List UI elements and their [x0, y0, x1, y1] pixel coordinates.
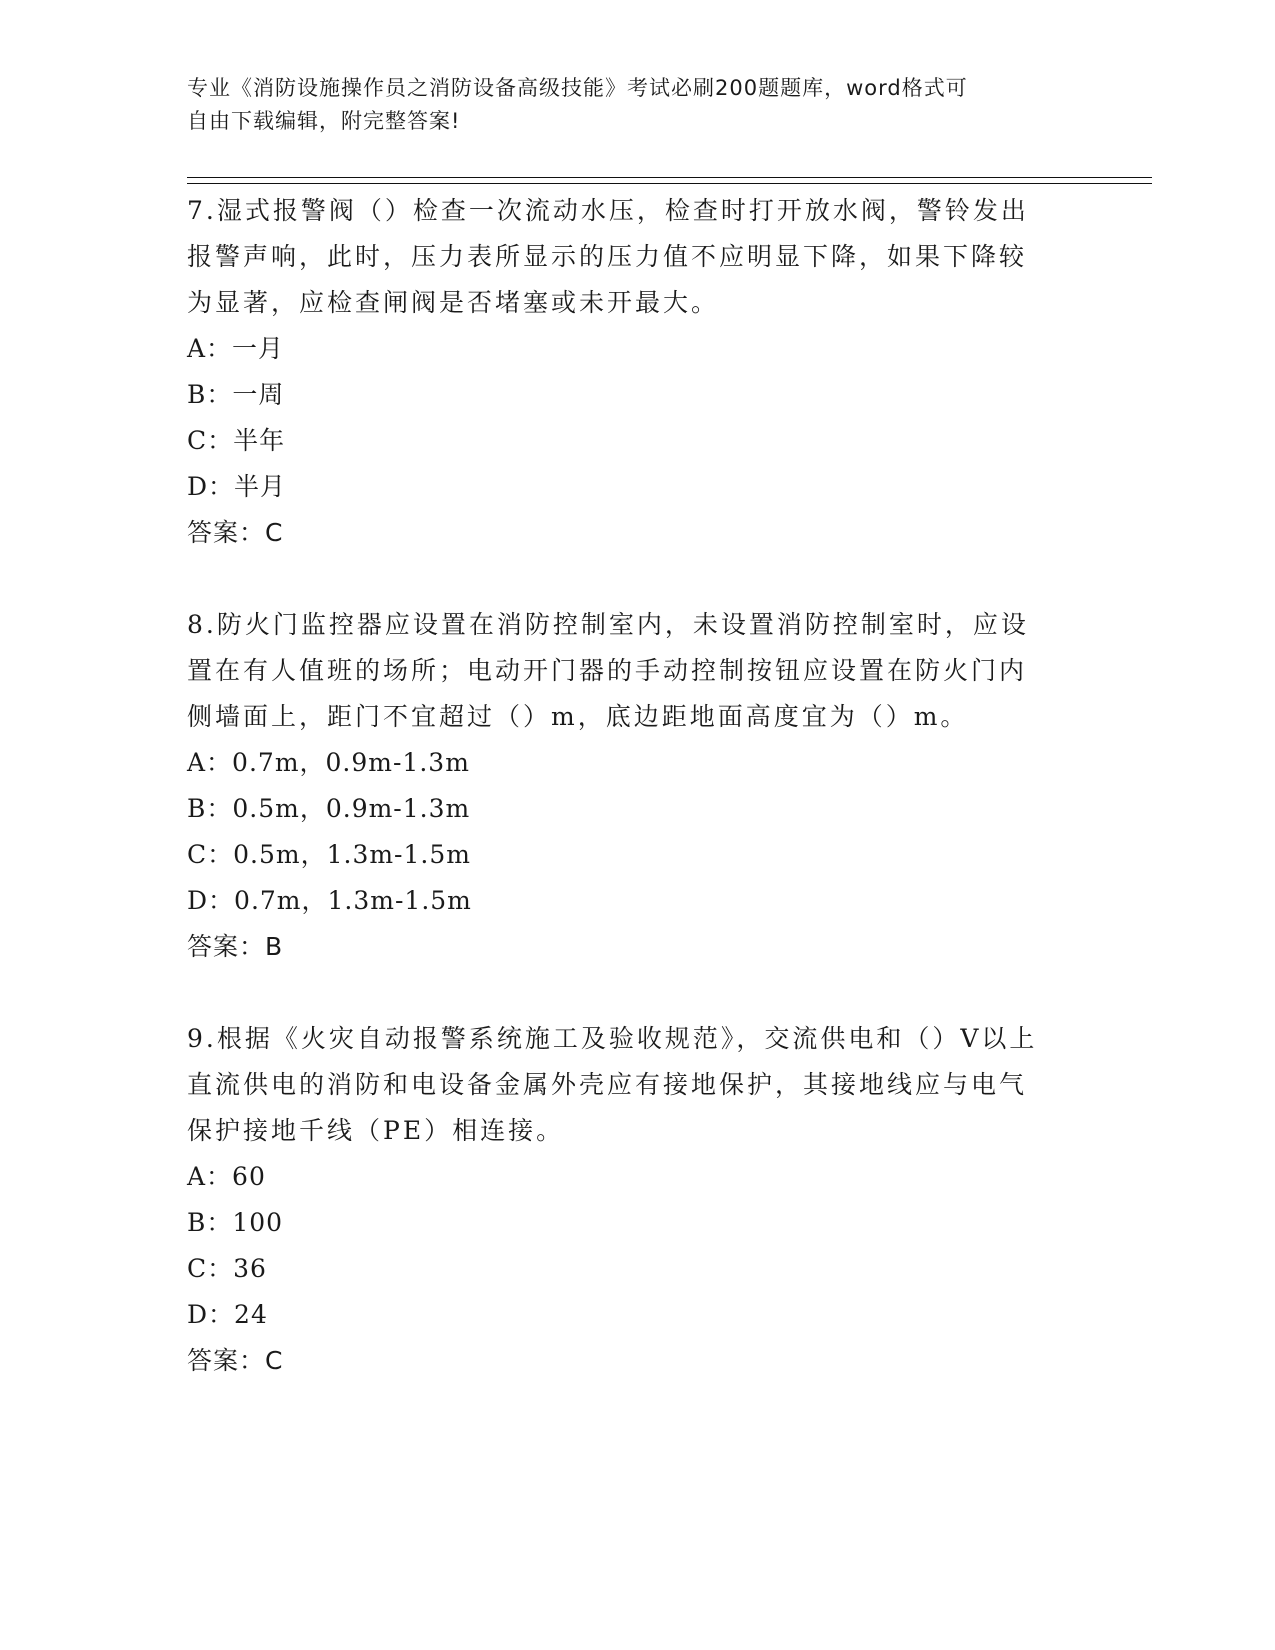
question-stem-line: 侧墙面上，距门不宜超过（）m，底边距地面高度宜为（）m。: [187, 702, 969, 731]
option-a: A：一月: [187, 334, 285, 363]
answer-line: 答案：C: [187, 1346, 284, 1375]
question-stem-line: 报警声响，此时，压力表所显示的压力值不应明显下降，如果下降较: [187, 242, 1028, 271]
question-stem-line: 保护接地千线（PE）相连接。: [187, 1116, 565, 1145]
question-stem-line: 7.湿式报警阀（）检查一次流动水压，检查时打开放水阀，警铃发出: [187, 196, 1029, 225]
option-c: C：半年: [187, 426, 286, 455]
document-header: [187, 72, 1067, 138]
header-divider-top: [187, 177, 1152, 178]
question-stem-line: 直流供电的消防和电设备金属外壳应有接地保护，其接地线应与电气: [187, 1070, 1028, 1099]
option-d: D：0.7m，1.3m-1.5m: [187, 886, 472, 915]
question-stem-line: 8.防火门监控器应设置在消防控制室内，未设置消防控制室时，应设: [187, 610, 1029, 639]
header-divider-bottom: [187, 183, 1152, 184]
question-stem-line: 为显著，应检查闸阀是否堵塞或未开最大。: [187, 288, 720, 317]
question-list: [187, 188, 1087, 1430]
question-7: [187, 188, 1087, 556]
option-d: D：半月: [187, 472, 287, 501]
question-9: [187, 1016, 1087, 1384]
answer-line: 答案：C: [187, 518, 284, 547]
header-line: 专业《消防设施操作员之消防设备高级技能》考试必刷200题题库，word格式可: [187, 76, 968, 100]
option-c: C：0.5m，1.3m-1.5m: [187, 840, 471, 869]
question-stem-line: 9.根据《火灾自动报警系统施工及验收规范》，交流供电和（）V以上: [187, 1024, 1038, 1053]
option-a: A：0.7m，0.9m-1.3m: [187, 748, 470, 777]
option-a: A：60: [187, 1162, 266, 1191]
header-line: 自由下载编辑，附完整答案!: [187, 109, 461, 133]
option-b: B：一周: [187, 380, 285, 409]
question-8: [187, 602, 1087, 970]
question-stem-line: 置在有人值班的场所；电动开门器的手动控制按钮应设置在防火门内: [187, 656, 1028, 685]
option-b: B：100: [187, 1208, 284, 1237]
option-b: B：0.5m，0.9m-1.3m: [187, 794, 471, 823]
option-c: C：36: [187, 1254, 267, 1283]
option-d: D：24: [187, 1300, 268, 1329]
answer-line: 答案：B: [187, 932, 284, 961]
